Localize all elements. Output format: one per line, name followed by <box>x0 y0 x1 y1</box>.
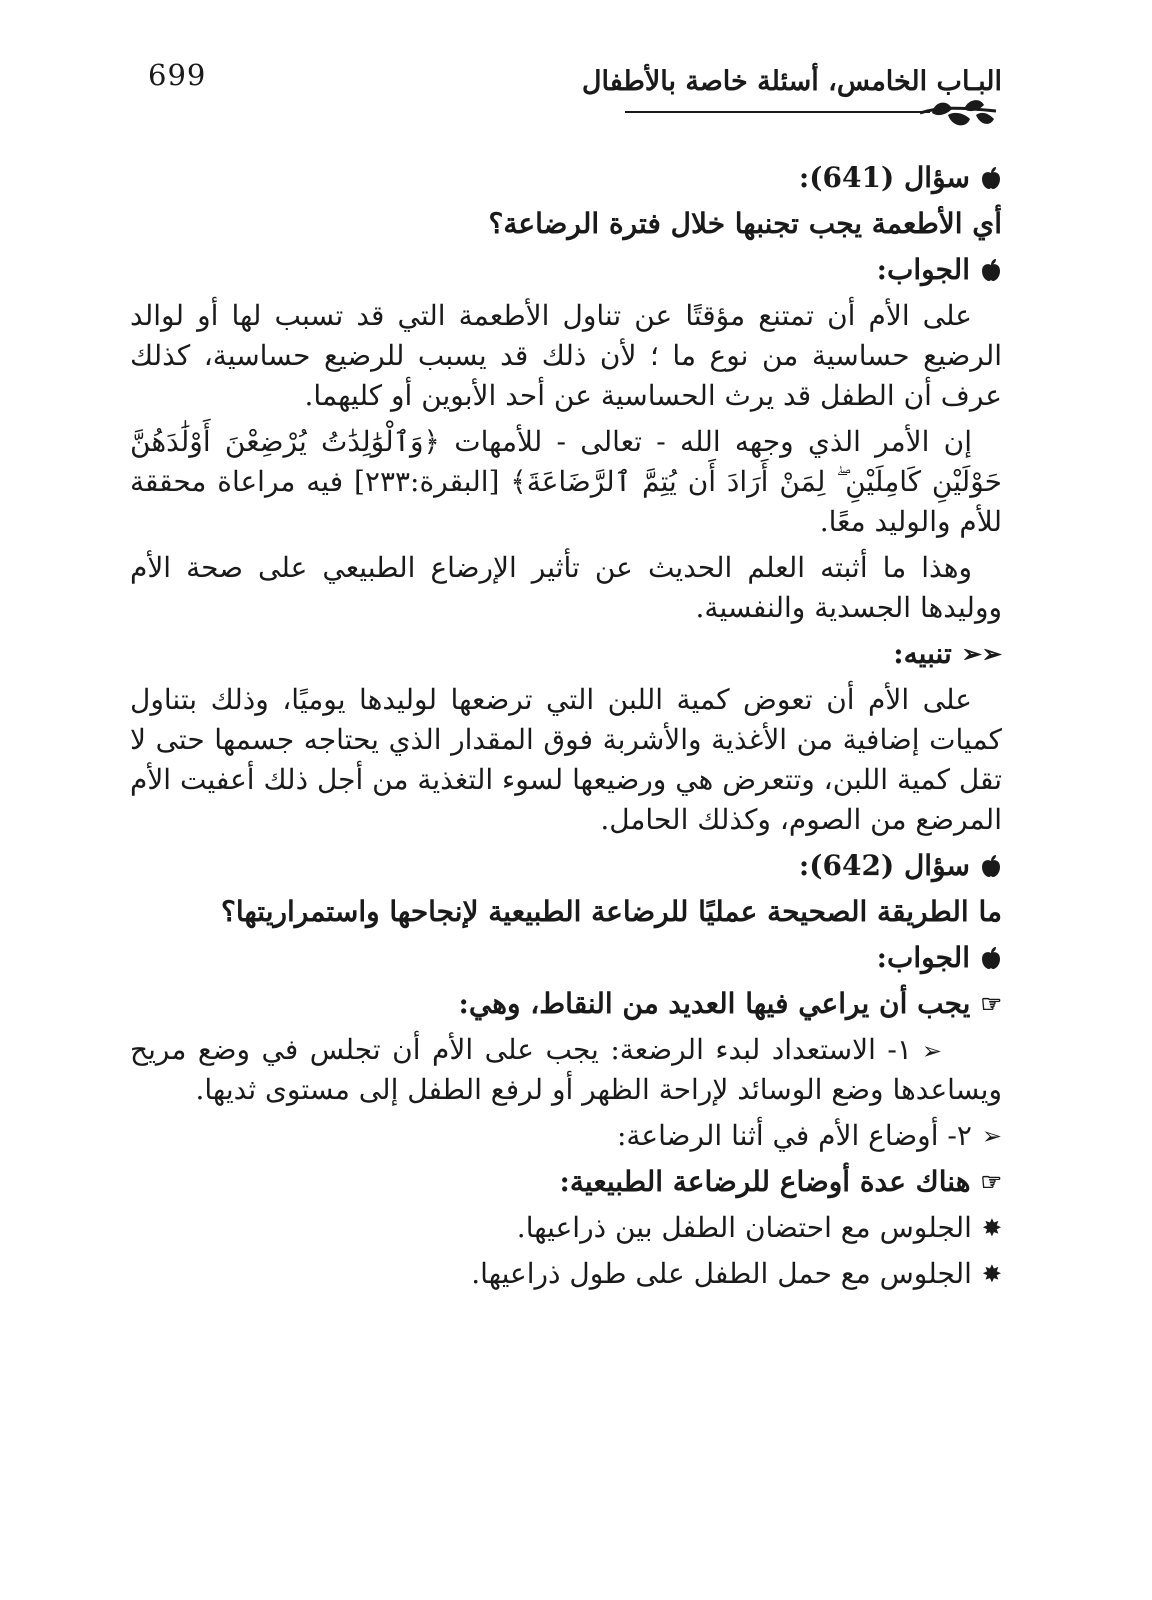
arrowhead-icon: ➢ <box>921 1037 942 1065</box>
answer-642-intro: يجب أن يراعي فيها العديد من النقاط، وهي: <box>458 987 971 1020</box>
list-item <box>130 1208 1002 1248</box>
notice-label: تنبيه: <box>893 637 952 670</box>
answer-641-paragraph-2: إن الأمر الذي وجهه الله - تعالى - للأمهات ﴿وَٱلْوَٰلِدَٰتُ يُرْضِعْنَ أَوْلَٰدَهُنَّ حَوْلَيْنِ كَامِلَيْنِ ۖ لِمَنْ أَرَادَ أَن يُتِمَّ ٱلرَّضَاعَةَ﴾ [البقرة:٢٣٣] فيه مراعاة محققة للأم والوليد معًا. <box>130 425 1002 538</box>
star-icon: ✸ <box>981 1214 1002 1242</box>
arrowhead-icon: ➢ <box>981 1122 1002 1150</box>
apple-icon <box>980 258 1002 282</box>
question-641-label: سؤال (641): <box>798 161 970 194</box>
list-item-2 <box>130 1116 1002 1156</box>
star-icon: ✸ <box>981 1260 1002 1288</box>
list-item <box>130 1254 1002 1294</box>
header-rule <box>625 111 930 113</box>
page-content <box>130 158 1002 1294</box>
question-642-label: سؤال (642): <box>798 849 970 882</box>
notice-label-row <box>130 634 1002 674</box>
list-item-2-text: ٢- أوضاع الأم في أثنا الرضاعة: <box>616 1119 972 1152</box>
apple-icon <box>980 946 1002 970</box>
question-641-text: أي الأطعمة يجب تجنبها خلال فترة الرضاعة؟ <box>488 207 1002 240</box>
answer-641-paragraph-1: على الأم أن تمتنع مؤقتًا عن تناول الأطعمة التي قد تسبب لها أو لوالد الرضيع حساسية من نوع ما ؛ لأن ذلك قد يسبب للرضيع حساسية، كذلك عرف أن الطفل قد يرث الحساسية عن أحد الأبوين أو كليهما. <box>130 299 1002 412</box>
page-number: 699 <box>148 58 207 92</box>
answer-642-intro-row <box>130 984 1002 1024</box>
notice-paragraph: على الأم أن تعوض كمية اللبن التي ترضعها لوليدها يوميًا، وذلك بتناول كميات إضافية من الأغذية والأشربة فوق المقدار الذي يحتاجه جسمها حتى لا تقل كمية اللبن، وتتعرض هي ورضيعها لسوء التغذية من أجل ذلك أعفيت الأم المرضع من الصوم، وكذلك الحامل. <box>129 683 1002 836</box>
positions-heading-row <box>130 1162 1002 1202</box>
position-1-text: الجلوس مع احتضان الطفل بين ذراعيها. <box>516 1211 972 1244</box>
question-642-text: ما الطريقة الصحيحة عمليًا للرضاعة الطبيعية لإنجاحها واستمراريتها؟ <box>220 895 1002 928</box>
hand-pointer-icon: ☞ <box>980 989 1002 1018</box>
question-642-label-row <box>130 846 1002 886</box>
answer-641-label: الجواب: <box>876 253 970 286</box>
double-arrow-icon: ➢➢ <box>961 639 1002 668</box>
question-641-label-row <box>130 158 1002 198</box>
answer-641-label-row <box>130 250 1002 290</box>
apple-icon <box>980 166 1002 190</box>
leaf-ornament-icon <box>918 97 998 133</box>
answer-642-label: الجواب: <box>876 941 970 974</box>
answer-641-paragraph-3: وهذا ما أثبته العلم الحديث عن تأثير الإرضاع الطبيعي على صحة الأم ووليدها الجسدية والنفسية. <box>130 551 1002 624</box>
position-2-text: الجلوس مع حمل الطفل على طول ذراعيها. <box>471 1257 972 1290</box>
running-title: البـاب الخامس، أسئلة خاصة بالأطفال <box>581 66 1002 97</box>
list-item-1-text: ١- الاستعداد لبدء الرضعة: يجب على الأم أن تجلس في وضع مريح ويساعدها وضع الوسائد لإراحة الظهر أو لرفع الطفل إلى مستوى ثديها. <box>130 1033 1002 1106</box>
list-item-1 <box>130 1030 1002 1110</box>
positions-heading: هناك عدة أوضاع للرضاعة الطبيعية: <box>559 1165 971 1198</box>
answer-642-label-row <box>130 938 1002 978</box>
apple-icon <box>980 854 1002 878</box>
hand-pointer-icon: ☞ <box>980 1167 1002 1196</box>
